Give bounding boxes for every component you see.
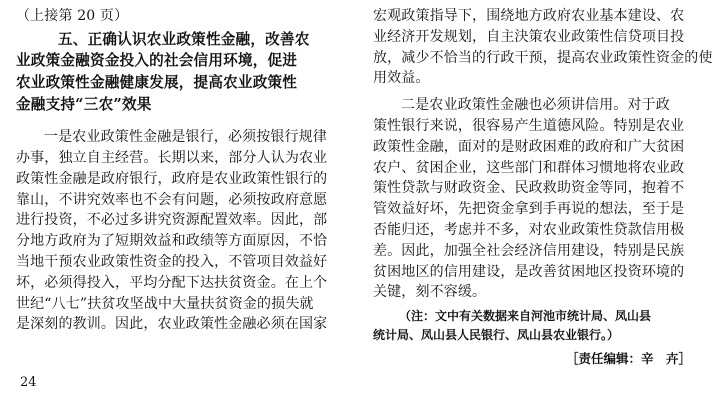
text-line: 进行投资，不必过多讲究资源配置效率。因此，部 xyxy=(16,212,328,229)
text-line: 分地方政府为了短期效益和政绩等方面原因，不恰 xyxy=(16,233,328,250)
text-line: 贫困地区的信用建设，是改善贫困地区投资环境的 xyxy=(373,263,685,280)
text-line: 策性贷款与财政资金、民政救助资金等同，抱着不 xyxy=(373,180,685,197)
text-line: 二是农业政策性金融也必须讲信用。对于政 xyxy=(401,97,670,114)
text-line: 靠山，不讲究效率也不会有问题，必须按政府意愿 xyxy=(16,191,328,208)
text-line: 策性银行来说，很容易产生道德风险。特别是农业 xyxy=(373,117,685,134)
continuation-note: （上接第 20 页） xyxy=(16,8,129,24)
text-line: 管效益好坏，先把资金拿到手再说的想法，至于是 xyxy=(373,201,685,218)
text-line: 业经济开发规划，自主決策农业政策性信贷项目投 xyxy=(373,28,685,45)
heading-line: 农业政策性金融健康发展，提高农业政策性 xyxy=(16,73,298,91)
source-note xyxy=(373,307,703,345)
responsible-editor: ［责任编辑：辛 卉］ xyxy=(565,351,691,367)
text-line: 一是农业政策性金融是银行，必须按银行规律 xyxy=(44,129,327,146)
text-line: 关键，刻不容缓。 xyxy=(373,284,487,301)
text-line: 否能归还，考虑并不多，对农业政策性贷款信用极 xyxy=(373,221,685,238)
text-line: 政策性金融，面对的是财政困难的政府和广大贫困 xyxy=(373,138,685,155)
left-column xyxy=(16,6,351,335)
text-line: 放，减少不恰当的行政干预，提高农业政策性资金的使 xyxy=(373,49,713,66)
note-line: （注：文中有关数据来自河池市统计局、凤山县 xyxy=(399,309,652,324)
text-line: 差。因此，加强全社会经济信用建设，特别是民族 xyxy=(373,242,685,259)
section-heading xyxy=(16,29,351,115)
text-line: 办事，独立自主经营。长期以来，部分人认为农业 xyxy=(16,149,328,166)
text-line: 坏，必须得投入，平均分配下达扶贫资金。在上个 xyxy=(16,274,328,291)
right-column xyxy=(373,6,713,367)
text-line: 世纪“八七”扶贫攻坚战中大量扶贫资金的损失就 xyxy=(16,295,314,312)
heading-line: 金融支持“三农”效果 xyxy=(16,95,152,113)
page-number: 24 xyxy=(20,375,37,390)
heading-line: 五、正确认识农业政策性金融，改善农 xyxy=(58,30,310,48)
body-paragraph xyxy=(16,127,351,335)
text-line: 当地干预农业政策性资金的投入，不管项目效益好 xyxy=(16,253,328,270)
text-line: 宏观政策指导下，围绕地方政府农业基本建设、农 xyxy=(373,8,685,24)
body-paragraph xyxy=(373,6,713,89)
text-line: 农户、贫困企业，这些部门和群体习惯地将农业政 xyxy=(373,159,685,176)
body-paragraph xyxy=(373,95,703,303)
text-line: 用效益。 xyxy=(373,70,430,87)
heading-line: 业政策金融资金投入的社会信用环境，促进 xyxy=(16,52,298,70)
note-line: 统计局、凤山县人民银行、凤山县农业银行。） xyxy=(373,328,620,343)
text-line: 政策性金融是政府银行，政府是农业政策性银行的 xyxy=(16,170,328,187)
text-line: 是深刻的教训。因此，农业政策性金融必须在国家 xyxy=(16,316,328,333)
